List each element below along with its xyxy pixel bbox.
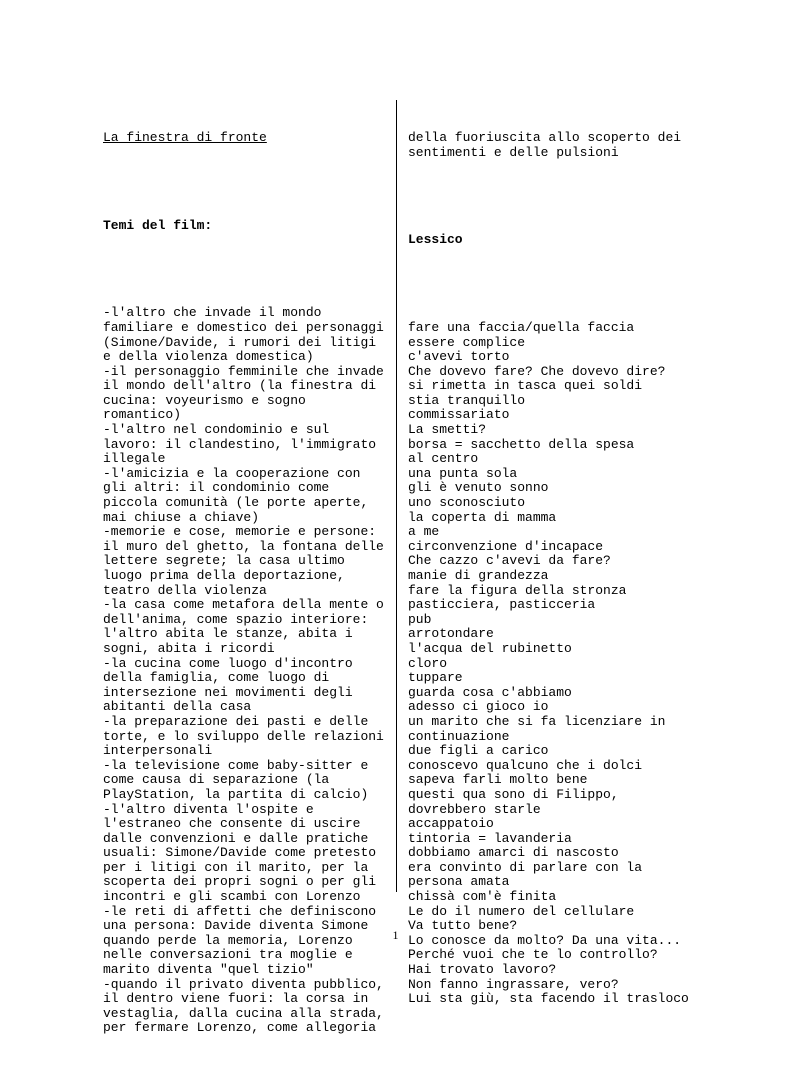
lessico-item: Che cazzo c'avevi da fare? [408, 553, 611, 569]
theme-line: PlayStation, la partita di calcio) [103, 786, 369, 802]
spacer [103, 175, 388, 190]
lessico-item: cloro [408, 655, 448, 671]
theme-line: torte, e lo sviluppo delle relazioni [103, 728, 384, 744]
theme-line: -l'altro nel condominio e sul [103, 422, 330, 438]
theme-line: sogni, abita i ricordi [103, 640, 275, 656]
theme-line: teatro della violenza [103, 582, 267, 598]
lessico-item: dovrebbero starle [408, 801, 541, 817]
lessico-item: Perché vuoi che te lo controllo? [408, 947, 658, 963]
lessico-item: La smetti? [408, 422, 487, 438]
theme-line: piccola comunità (le porte aperte, [103, 495, 369, 511]
spacer [103, 263, 388, 278]
left-column [103, 102, 388, 1065]
theme-line: -l'altro diventa l'ospite e [103, 801, 314, 817]
lessico-item: dobbiamo amarci di nascosto [408, 845, 619, 861]
theme-line: nelle conversazioni tra moglie e [103, 947, 353, 963]
theme-line: dalle convenzioni e dalle pratiche [103, 830, 369, 846]
lessico-item: due figli a carico [408, 743, 549, 759]
theme-line: della famiglia, come luogo di [103, 670, 330, 686]
theme-line: l'estraneo che consente di uscire [103, 816, 361, 832]
lessico-item: manie di grandezza [408, 568, 549, 583]
lessico-item: Le do il numero del cellulare [408, 903, 635, 919]
lessico-item: conoscevo qualcuno che i dolci [408, 757, 643, 773]
theme-line: (Simone/Davide, i rumori dei litigi [103, 334, 377, 350]
theme-line: scoperta dei propri sogni o per gli [103, 874, 377, 890]
spacer [408, 277, 708, 292]
theme-line: interpersonali [103, 743, 213, 759]
theme-line: incontri e gli scambi con Lorenzo [103, 889, 361, 905]
lessico-item: l'acqua del rubinetto [408, 640, 572, 656]
lessico-item: una punta sola [408, 465, 518, 481]
lessico-item: Lui sta giù, sta facendo il trasloco [408, 991, 689, 1007]
column-divider [396, 100, 397, 892]
lessico-item: continuazione [408, 728, 510, 744]
theme-line: usuali: Simone/Davide come pretesto [103, 845, 377, 861]
lessico-item: era convinto di parlare con la [408, 859, 643, 875]
theme-line: il mondo dell'altro (la finestra di [103, 378, 377, 394]
theme-line: il dentro viene fuori: la corsa in [103, 991, 369, 1007]
theme-line: gli altri: il condominio come [103, 480, 330, 496]
lessico-item: chissà com'è finita [408, 889, 557, 905]
lessico-item: pub [408, 611, 432, 627]
theme-line: per i litigi con il marito, per la [103, 859, 369, 875]
lessico-item: gli è venuto sonno [408, 480, 549, 496]
lessico-item: Hai trovato lavoro? [408, 962, 557, 978]
lessico-item: persona amata [408, 874, 510, 890]
themes-continuation [408, 131, 708, 160]
theme-line: luogo prima della deportazione, [103, 568, 345, 583]
theme-line: lettere segrete; la casa ultimo [103, 553, 345, 569]
lessico-item: c'avevi torto [408, 349, 510, 365]
lessico-item: Non fanno ingrassare, vero? [408, 976, 619, 992]
theme-line: e della violenza domestica) [103, 349, 314, 365]
lessico-item: essere complice [408, 334, 526, 350]
lessico-item: al centro [408, 451, 479, 467]
lessico-item: un marito che si fa licenziare in [408, 713, 666, 729]
theme-line: sentimenti e delle pulsioni [408, 144, 619, 160]
lessico-item: Lo conosce da molto? Da una vita... [408, 932, 682, 948]
theme-line: -la preparazione dei pasti e delle [103, 713, 369, 729]
lessico-item: uno sconosciuto [408, 495, 526, 511]
lessico-item: Va tutto bene? [408, 918, 518, 934]
lessico-item: tuppare [408, 670, 463, 686]
lessico-item: circonvenzione d'incapace [408, 538, 604, 554]
theme-line: marito diventa "quel tizio" [103, 962, 314, 978]
theme-line: intersezione nei movimenti degli [103, 684, 353, 700]
theme-line: -le reti di affetti che definiscono [103, 903, 377, 919]
lessico-item: fare una faccia/quella faccia [408, 319, 635, 335]
theme-line: vestaglia, dalla cucina alla strada, [103, 1005, 384, 1021]
theme-line: illegale [103, 451, 166, 467]
lessico-item: si rimetta in tasca quei soldi [408, 378, 643, 394]
theme-line: romantico) [103, 407, 182, 423]
themes-heading: Temi del film: [103, 217, 213, 233]
theme-line: lavoro: il clandestino, l'immigrato [103, 436, 377, 452]
lessico-item: pasticciera, pasticceria [408, 597, 596, 613]
right-column [408, 102, 708, 1036]
theme-line: -quando il privato diventa pubblico, [103, 976, 384, 992]
theme-line: dell'anima, come spazio interiore: [103, 611, 369, 627]
theme-line: -la televisione come baby-sitter e [103, 757, 369, 773]
theme-line: -il personaggio femminile che invade [103, 363, 384, 379]
spacer [408, 190, 708, 205]
lessico-item: tintoria = lavanderia [408, 830, 572, 846]
theme-line: familiare e domestico dei personaggi [103, 319, 384, 335]
page-number: 1 [392, 928, 399, 942]
lessico-item: adesso ci gioco io [408, 699, 549, 715]
theme-line: abitanti della casa [103, 699, 252, 715]
theme-line: una persona: Davide diventa Simone [103, 918, 369, 934]
lessico-list [408, 321, 708, 1007]
themes-list [103, 306, 388, 1036]
lessico-item: la coperta di mamma [408, 509, 557, 525]
theme-line: quando perde la memoria, Lorenzo [103, 932, 353, 948]
theme-line: -l'amicizia e la cooperazione con [103, 465, 361, 481]
theme-line: della fuoriuscita allo scoperto dei [408, 130, 682, 146]
theme-line: come causa di separazione (la [103, 772, 330, 788]
lessico-item: a me [408, 524, 440, 540]
theme-line: il muro del ghetto, la fontana delle [103, 538, 384, 554]
lessico-item: questi qua sono di Filippo, [408, 786, 619, 802]
lessico-item: fare la figura della stronza [408, 582, 627, 598]
theme-line: cucina: voyeurismo e sogno [103, 392, 306, 408]
lessico-item: commissariato [408, 407, 510, 423]
theme-line: -memorie e cose, memorie e persone: [103, 524, 377, 540]
lessico-item: stia tranquillo [408, 392, 526, 408]
theme-line: l'altro abita le stanze, abita i [103, 626, 353, 642]
lessico-item: borsa = sacchetto della spesa [408, 436, 635, 452]
lessico-item: arrotondare [408, 626, 494, 642]
lessico-item: Che dovevo fare? Che dovevo dire? [408, 363, 666, 379]
theme-line: mai chiuse a chiave) [103, 509, 260, 525]
theme-line: -l'altro che invade il mondo [103, 305, 322, 321]
lessico-item: sapeva farli molto bene [408, 772, 588, 788]
lessico-item: accappatoio [408, 816, 494, 832]
lessico-heading: Lessico [408, 232, 463, 248]
theme-line: -la casa come metafora della mente o [103, 597, 384, 613]
lessico-item: guarda cosa c'abbiamo [408, 684, 572, 700]
theme-line: per fermare Lorenzo, come allegoria [103, 1020, 377, 1036]
document-title: La finestra di fronte [103, 130, 267, 146]
theme-line: -la cucina come luogo d'incontro [103, 655, 353, 671]
